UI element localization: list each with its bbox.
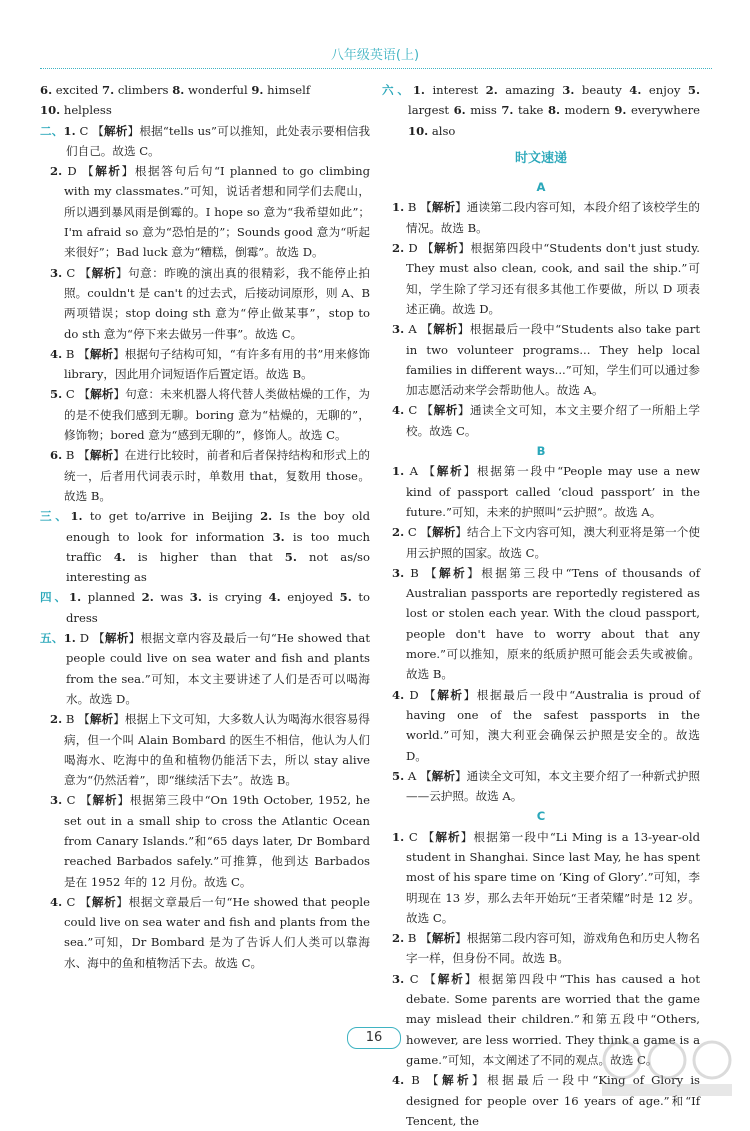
header-divider xyxy=(40,68,712,69)
left-entry-7: 6. B 【解析】在进行比较时，前者和后者保持结构和形式上的统一，后者用代词表示时，单数用 that，复数用 those。故选 B。 xyxy=(50,448,370,503)
left-entry-0: 6. excited 7. climbers 8. wonderful 9. himself xyxy=(40,83,311,97)
left-entry-3: 2. D 【解析】根据答句后句“I planned to go climbing with my classmates.”可知，说话者想和同学们去爬山，所以遇到暴风雨是倒霉的。I hope so 意为“我希望如此”；I'm afraid so 意为“恐怕是的”；Sounds good 意为“听起来很好”；Bad luck 意为“糟糕，倒霉”。故选 D。 xyxy=(50,164,371,260)
left-entry-5: 4. B 【解析】根据句子结构可知，“有许多有用的书”用来修饰 library，因此用介词短语作后置定语。故选 B。 xyxy=(50,346,370,382)
right-column xyxy=(382,80,700,1131)
left-entry-8: 三、1. to get to/arrive in Beijing 2. Is the boy old enough to look for information 3. is too much traffic 4. is higher than that 5. not as/so interesting as xyxy=(40,509,370,585)
right-entry-3: 1. B 【解析】通读第二段内容可知，本段介绍了该校学生的情况。故选 B。 xyxy=(392,200,700,235)
left-entry-13: 4. C 【解析】根据文章最后一句“He showed that people could live on sea water and fish and plants from the sea.”可知，Dr Bombard 是为了告诉人们人类可以靠海水、海中的鱼和植物活下去。故选 C。 xyxy=(50,894,370,970)
left-entry-11: 2. B 【解析】根据上下文可知，大多数人认为喝海水很容易得病，但一个叫 Alain Bombard 的医生不相信，他认为人们喝海水、吃海中的鱼和植物仍能活下去，所以 stay alive 意为“仍然活着”，即“继续活下去”。故选 B。 xyxy=(50,712,370,788)
right-entry-14: 1. C 【解析】根据第一段中“Li Ming is a 13-year-old student in Shanghai. Since last May, he has spent most of his spare time on ‘King of Glory’.”可知，李明现在 13 岁，那么去年开始玩“王者荣耀”时是 12 岁。故选 C。 xyxy=(392,829,700,925)
right-entry-15: 2. B 【解析】根据第二段内容可知，游戏角色和历史人物名字一样，但身份不同。故选 B。 xyxy=(392,931,700,966)
left-entry-4: 3. C 【解析】句意：昨晚的演出真的很精彩，我不能停止拍照。couldn't 是 can't 的过去式，后接动词原形，则 A、B 两项错误；stop doing sth 意为“停止做某事”，stop to do sth 意为“停下来去做另一件事”。故选 C。 xyxy=(50,265,370,341)
left-entry-2: 二、1. C 【解析】根据“tells us”可以推知，此处表示要相信我们自己。故选 C。 xyxy=(40,123,370,158)
right-entry-11: 4. D 【解析】根据最后一段中“Australia is proud of having one of the safest passports in the world.”可知，澳大利亚会确保云护照是安全的。故选 D。 xyxy=(392,687,700,763)
right-entry-0: 六、1. interest 2. amazing 3. beauty 4. enjoy 5. largest 6. miss 7. take 8. modern 9. everywhere 10. also xyxy=(382,83,700,138)
left-column xyxy=(40,80,370,973)
page-number: 16 xyxy=(347,1027,401,1049)
right-entry-6: 4. C 【解析】通读全文可知，本文主要介绍了一所船上学校。故选 C。 xyxy=(392,403,700,438)
right-entry-5: 3. A 【解析】根据最后一段中“Students also take part in two volunteer programs... They help local families in different ways...”可知，学生们可以通过参加志愿活动来学会帮助他人。故选 A。 xyxy=(392,322,701,398)
left-entry-12: 3. C 【解析】根据第三段中“On 19th October, 1952, he set out in a small ship to cross the Atlantic Ocean from Canary Islands.”和“65 days later, Dr Bombard reached Barbados safely.”可推算，他到达 Barbados 是在 1952 年的 12 月份。故选 C。 xyxy=(50,793,370,889)
right-entry-1: 时文速递 xyxy=(514,150,567,166)
right-entry-12: 5. A 【解析】通读全文可知，本文主要介绍了一种新式护照——云护照。故选 A。 xyxy=(392,768,700,804)
right-entry-9: 2. C 【解析】结合上下文内容可知，澳大利亚将是第一个使用云护照的国家。故选 C。 xyxy=(392,525,700,560)
right-entry-13: C xyxy=(536,809,546,824)
page-header: 八年级英语(上) xyxy=(330,48,420,63)
right-entry-7: B xyxy=(536,444,546,459)
right-entry-10: 3. B 【解析】根据第三段中“Tens of thousands of Australian passports are reportedly registered as lost or stolen each year. With the cloud passport, people don't have to worry about that any more.”可以推知，原来的纸质护照可能会丢失或被偷。故选 B。 xyxy=(392,565,700,682)
left-entry-6: 5. C 【解析】句意：未来机器人将代替人类做枯燥的工作，为的是不使我们感到无聊。boring 意为“枯燥的，无聊的”，修饰物；bored 意为“感到无聊的”，修饰人。故选 C。 xyxy=(50,387,370,443)
left-entry-1: 10. helpless xyxy=(40,103,112,118)
watermark-logo xyxy=(592,1032,742,1102)
right-entry-8: 1. A 【解析】根据第一段中“People may use a new kind of passport called ‘cloud passport’ in the future.”可知，未来的护照叫“云护照”。故选 A。 xyxy=(392,464,700,519)
right-entry-17: 4. B 【解析】根据最后一段中“King of Glory is designed for people over 16 years of age.”和“If Tencent, the xyxy=(392,1073,700,1128)
right-entry-2: A xyxy=(536,180,546,195)
right-entry-4: 2. D 【解析】根据第四段中“Students don't just study. They must also clean, cook, and sail the ship.”可知，学生除了学习还有很多其他工作要做，所以 D 项表述正确。故选 D。 xyxy=(392,241,700,316)
left-entry-9: 四、1. planned 2. was 3. is crying 4. enjoyed 5. to dress xyxy=(40,590,371,625)
left-entry-10: 五、1. D 【解析】根据文章内容及最后一句“He showed that people could live on sea water and fish and plants from the sea.”可知，本文主要讲述了人们是否可以喝海水。故选 D。 xyxy=(40,631,370,706)
right-entry-16: 3. C 【解析】根据第四段中“This has caused a hot debate. Some parents are worried that the game may mislead their children.”和第五段中“Others, however, are less worried. They think a game is a game.”可知，本文阐述了不同的观点。故选 C。 xyxy=(392,971,700,1067)
